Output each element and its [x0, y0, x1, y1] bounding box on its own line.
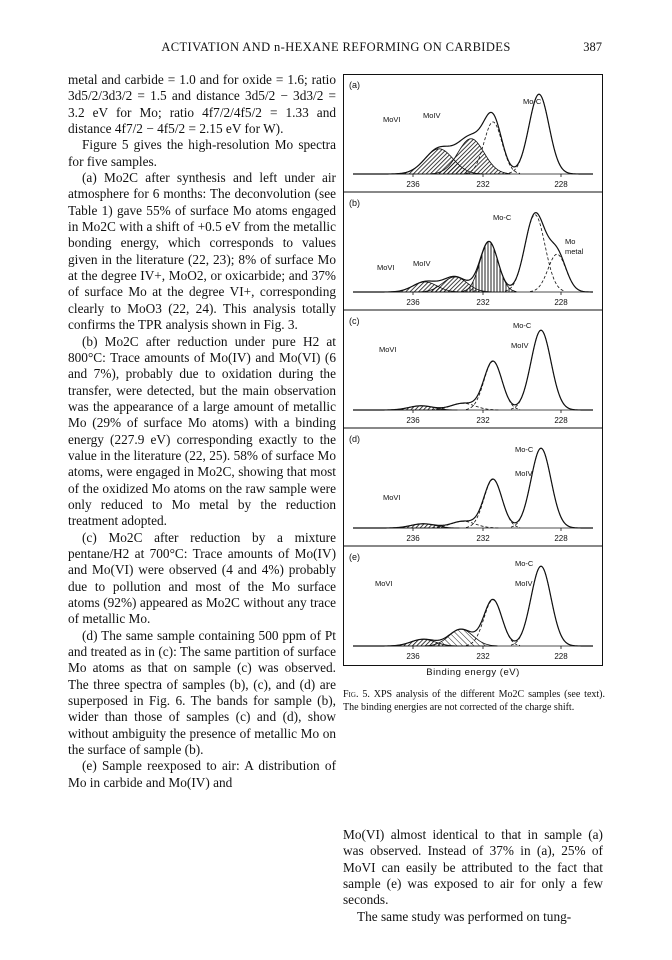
spectrum-panel	[343, 310, 603, 425]
tick-label: 232	[476, 416, 490, 425]
spectrum-envelope	[353, 213, 593, 292]
left-column	[68, 72, 336, 791]
peak-label: Mo-C	[493, 213, 512, 222]
paragraph: Figure 5 gives the high-resolution Mo spectra for five samples.	[68, 137, 336, 169]
spectrum-envelope	[353, 330, 593, 410]
right-column	[343, 827, 603, 925]
tick-label: 232	[476, 652, 490, 661]
panel-letter: (c)	[349, 316, 360, 326]
paragraph: The same study was performed on tung-	[357, 908, 572, 924]
panel-letter: (d)	[349, 434, 360, 444]
peak-label: Mo-C	[523, 97, 542, 106]
paragraph: (d) The same sample containing 500 ppm of Pt and treated as in (c): The same partition of surface Mo atoms as that on sample (c) was observed. The three spectra of samples (b), (c), and (d) are superposed in Fig. 6. The bands for sample (b), wider than those of samples (c) and (d), show without ambiguity the presence of metallic Mo on the surface of sample (b).	[68, 627, 336, 758]
spectrum-panel	[349, 80, 593, 189]
spectrum-panel	[343, 192, 603, 307]
caption-text: XPS analysis of the different Mo2C samples (see text). The binding energies are not corrected of the charge shift.	[343, 689, 606, 713]
spectrum-envelope	[353, 448, 593, 528]
panel-letter: (e)	[349, 552, 360, 562]
peak-label: MoIV	[413, 259, 431, 268]
peak-label: MoVI	[377, 263, 395, 272]
spectrum-panel	[343, 546, 603, 661]
figure-caption	[343, 689, 605, 714]
peak-label: MoVI	[383, 493, 401, 502]
peak-label: MoIV	[515, 469, 533, 478]
xps-figure-svg	[343, 74, 603, 666]
tick-label: 228	[554, 534, 568, 543]
peak-label: MoIV	[511, 341, 529, 350]
panel-letter: (a)	[349, 80, 360, 90]
tick-label: 236	[406, 416, 420, 425]
tick-label: 228	[554, 298, 568, 307]
peak-label: Mo-C	[515, 559, 534, 568]
peak-label: metal	[565, 247, 584, 256]
tick-label: 236	[406, 298, 420, 307]
peak-label: Mo-C	[515, 445, 534, 454]
component-peak	[466, 479, 520, 527]
running-title: ACTIVATION AND n-HEXANE REFORMING ON CARBIDES	[161, 40, 511, 54]
peak-label: MoIV	[515, 579, 533, 588]
component-peak	[505, 215, 565, 291]
peak-label: MoVI	[379, 345, 397, 354]
x-axis-title: Binding energy (eV)	[426, 667, 520, 678]
caption-label: Fig. 5.	[343, 689, 370, 700]
tick-label: 228	[554, 180, 568, 189]
component-peak	[511, 448, 571, 527]
component-peak	[530, 254, 584, 291]
tick-label: 236	[406, 534, 420, 543]
paragraph: Mo(VI) almost identical to that in sample (a) was observed. Instead of 37% in (a), 25% of MoVI can easily be attributed to the fact that sample (e) was exposed to air for only a few seconds.	[343, 827, 603, 908]
tick-label: 232	[476, 534, 490, 543]
paragraph: (e) Sample reexposed to air: A distribution of Mo in carbide and Mo(IV) and	[68, 758, 336, 790]
panel-letter: (b)	[349, 198, 360, 208]
figure-xps-spectra	[343, 74, 606, 744]
paragraph: (c) Mo2C after reduction by a mixture pentane/H2 at 700°C: Trace amounts of Mo(IV) and Mo(VI) were observed (4 and 4%) probably due to pollution and most of the Mo surface atoms (92%) appeared as Mo2C without any trace of metallic Mo.	[68, 529, 336, 627]
page-number: 387	[583, 40, 602, 54]
component-peak	[427, 521, 499, 528]
spectrum-panel	[343, 428, 603, 543]
paragraph: (a) Mo2C after synthesis and left under air atmosphere for 6 months: The deconvolution (see Table 1) gave 55% of surface Mo atoms engaged in Mo2C with a shift of +0.5 eV from the metallic bonding energy, which corresponds to values given in the literature (22, 23); 8% of surface Mo at the degree IV+, MoO2, or oxicarbide; and 37% of surface Mo at the degree VI+, corresponding clearly to MoO3 (22, 24). This analysis totally confirms the TPR analysis shown in Fig. 3.	[68, 170, 336, 333]
tick-label: 228	[554, 652, 568, 661]
peak-label: MoVI	[375, 579, 393, 588]
tick-label: 228	[554, 416, 568, 425]
peak-label: Mo-C	[513, 321, 532, 330]
tick-label: 232	[476, 298, 490, 307]
paragraph: (b) Mo2C after reduction under pure H2 at 800°C: Trace amounts of Mo(IV) and Mo(VI) (6 and 7%), probably due to oxidation during the transfer, were detected, but the main observation was the appearance of a large amount of metallic Mo (29% of surface Mo atoms) with a binding energy (227.9 eV) corresponding exactly to the value in the literature (22, 25). 58% of surface Mo atoms, were engaged in Mo2C, showing that most of the oxidized Mo atoms on the raw sample were only reduced to Mo metal by the reduction treatment adopted.	[68, 333, 336, 529]
component-peak	[427, 403, 499, 410]
tick-label: 232	[476, 180, 490, 189]
tick-label: 236	[406, 652, 420, 661]
peak-label: MoVI	[383, 115, 401, 124]
peak-label: Mo	[565, 237, 576, 246]
component-peak	[466, 361, 520, 409]
tick-label: 236	[406, 180, 420, 189]
paragraph: metal and carbide = 1.0 and for oxide = 1.6; ratio 3d5/2/3d3/2 = 1.5 and distance 3d5/2 − 3d3/2 = 3.2 eV for Mo; ratio 4f7/2/4f5/2 = 1.33 and distance 4f7/2 − 4f5/2 = 2.15 eV for W).	[68, 72, 336, 137]
component-peak	[509, 94, 569, 173]
peak-label: MoIV	[423, 111, 441, 120]
